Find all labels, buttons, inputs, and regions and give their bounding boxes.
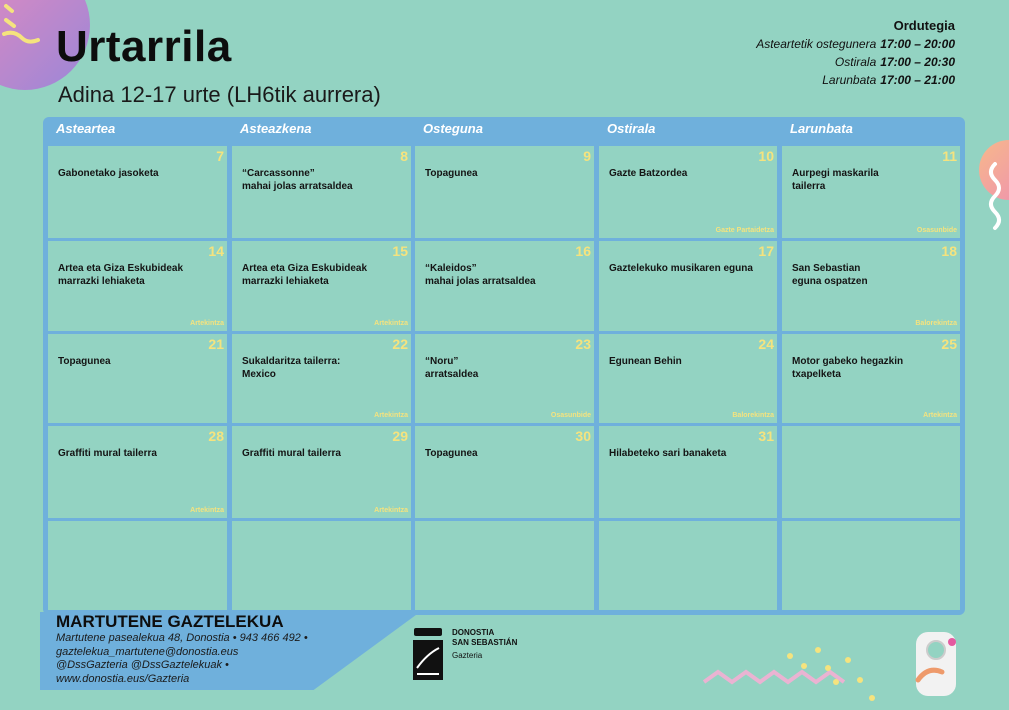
logo-text [452, 628, 517, 661]
event-organizer: Balorekintza [915, 320, 957, 327]
calendar-day-cell [415, 521, 594, 610]
calendar-day-cell [599, 241, 777, 331]
calendar-day-cell [232, 146, 411, 238]
day-number: 30 [575, 428, 591, 444]
event-title: Aurpegi maskarila tailerra [792, 168, 879, 192]
day-number: 11 [942, 148, 957, 164]
calendar-day-cell [48, 241, 227, 331]
day-number: 18 [941, 243, 957, 259]
hours-label: Asteartetik ostegunera [756, 37, 877, 51]
day-number: 29 [392, 428, 408, 444]
day-number: 8 [400, 148, 408, 164]
event-organizer: Artekintza [190, 320, 224, 327]
event-title: Gazte Batzordea [609, 168, 688, 179]
calendar-day-cell [232, 521, 411, 610]
event-title: San Sebastian eguna ospatzen [792, 263, 868, 287]
city-crest-icon [412, 628, 444, 680]
page-title: Urtarrila [56, 22, 232, 71]
day-number: 16 [575, 243, 591, 259]
footer-social: @DssGazteria @DssGaztelekuak • [56, 659, 229, 671]
event-title: Gabonetako jasoketa [58, 168, 159, 179]
event-title: Sukaldaritza tailerra: Mexico [242, 356, 341, 380]
logo-line-2: SAN SEBASTIÁN [452, 638, 518, 647]
event-title: “Kaleidos” mahai jolas arratsaldea [425, 263, 536, 287]
event-title: Artea eta Giza Eskubideak marrazki lehiaketa [242, 263, 368, 287]
calendar-day-cell [415, 146, 594, 238]
calendar-day-cell [48, 334, 227, 423]
calendar-day-cell [782, 146, 960, 238]
event-title: Topagunea [58, 356, 111, 367]
day-number: 17 [758, 243, 774, 259]
event-title: “Noru” arratsaldea [425, 356, 479, 380]
calendar-day-cell [415, 426, 594, 518]
calendar-day-cell [782, 521, 960, 610]
event-organizer: Gazte Partaidetza [715, 227, 774, 234]
event-organizer: Artekintza [374, 412, 408, 419]
event-title: Hilabeteko sari banaketa [609, 448, 727, 459]
event-organizer: Osasunbide [550, 412, 591, 419]
hours-row [756, 53, 955, 71]
calendar-day-cell [232, 334, 411, 423]
event-organizer: Balorekintza [732, 412, 774, 419]
hours-title: Ordutegia [893, 18, 955, 33]
calendar-day-cell [48, 426, 227, 518]
event-organizer: Osasunbide [916, 227, 957, 234]
hours-row [756, 35, 955, 53]
hours-label: Larunbata [822, 73, 877, 87]
weekday-header: Osteguna [423, 121, 483, 136]
calendar-day-cell [599, 426, 777, 518]
page-subtitle: Adina 12-17 urte (LH6tik aurrera) [58, 82, 381, 107]
calendar-day-cell [599, 334, 777, 423]
hours-row [756, 71, 955, 89]
footer-address: Martutene pasealekua 48, Donostia • 943 466 492 • [56, 632, 308, 644]
weekday-header: Asteazkena [240, 121, 312, 136]
day-number: 28 [208, 428, 224, 444]
calendar-day-cell [232, 241, 411, 331]
logo-line-1: DONOSTIA [452, 628, 495, 637]
weekday-header: Larunbata [790, 121, 853, 136]
calendar-day-cell [48, 146, 227, 238]
event-title: “Carcassonne” mahai jolas arratsaldea [242, 168, 353, 192]
day-number: 7 [216, 148, 224, 164]
weekday-header: Asteartea [56, 121, 116, 136]
event-title: Topagunea [425, 448, 478, 459]
day-number: 9 [583, 148, 591, 164]
opening-hours [756, 17, 955, 89]
day-number: 24 [758, 336, 774, 352]
calendar-day-cell [415, 241, 594, 331]
footer-email: gaztelekua_martutene@donostia.eus [56, 645, 239, 658]
calendar-day-cell [48, 521, 227, 610]
day-number: 14 [208, 243, 224, 259]
event-title: Artea eta Giza Eskubideak marrazki lehiaketa [58, 263, 184, 287]
hours-time: 17:00 – 20:00 [880, 37, 955, 51]
day-number: 31 [758, 428, 774, 444]
weekday-header: Ostirala [607, 121, 656, 136]
event-organizer: Artekintza [374, 320, 408, 327]
event-organizer: Artekintza [923, 412, 957, 419]
day-number: 21 [208, 336, 224, 352]
event-title: Topagunea [425, 168, 478, 179]
day-number: 15 [392, 243, 408, 259]
calendar-day-cell [782, 426, 960, 518]
calendar-day-cell [599, 146, 777, 238]
event-title: Graffiti mural tailerra [58, 448, 157, 459]
right-squiggle-decoration [987, 162, 1003, 234]
day-number: 25 [941, 336, 957, 352]
footer-contact [56, 632, 308, 686]
calendar-day-cell [415, 334, 594, 423]
hours-label: Ostirala [834, 55, 877, 69]
bottom-right-decoration [700, 620, 1000, 708]
calendar-grid [43, 117, 965, 615]
footer-venue-name: MARTUTENE GAZTELEKUA [56, 612, 284, 631]
logo-line-3: Gazteria [452, 651, 483, 660]
day-number: 22 [392, 336, 408, 352]
day-number: 23 [575, 336, 591, 352]
event-title: Gaztelekuko musikaren eguna [609, 263, 753, 274]
hours-time: 17:00 – 20:30 [880, 55, 955, 69]
calendar-day-cell [782, 334, 960, 423]
hours-time: 17:00 – 21:00 [880, 73, 955, 87]
day-number: 10 [758, 148, 774, 164]
event-title: Egunean Behin [609, 356, 682, 367]
event-title: Graffiti mural tailerra [242, 448, 341, 459]
calendar-day-cell [232, 426, 411, 518]
event-title: Motor gabeko hegazkin txapelketa [792, 356, 904, 380]
event-organizer: Artekintza [374, 507, 408, 514]
calendar-day-cell [599, 521, 777, 610]
footer-website: www.donostia.eus/Gazteria [56, 672, 190, 685]
donostia-logo [412, 628, 517, 680]
calendar-day-cell [782, 241, 960, 331]
event-organizer: Artekintza [190, 507, 224, 514]
squiggle-decoration [0, 0, 60, 70]
